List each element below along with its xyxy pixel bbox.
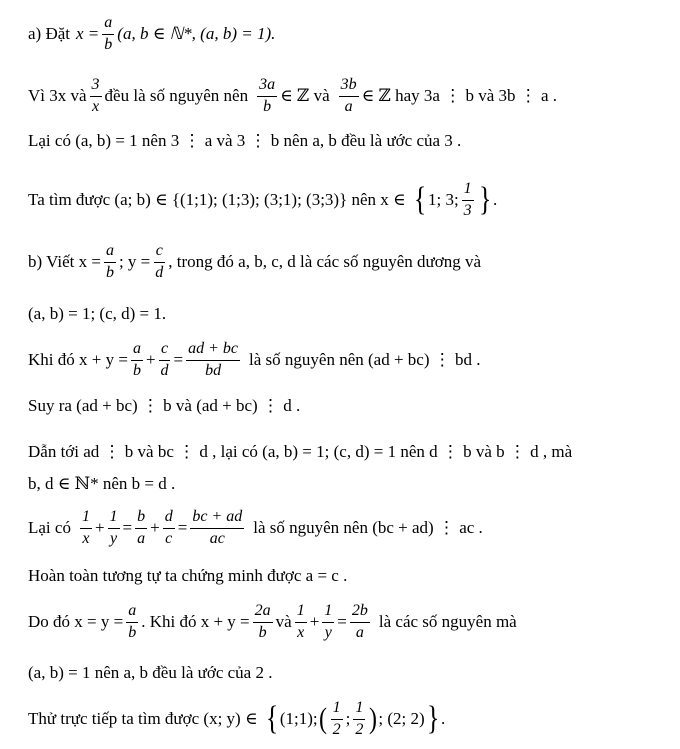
text: a) Đặt bbox=[28, 24, 71, 43]
fraction: $\frac{a}{b}$ bbox=[104, 13, 113, 53]
text: . bbox=[441, 709, 446, 728]
text: là số nguyên nên (bc + ad) ⋮ ac . bbox=[253, 518, 483, 537]
text: + bbox=[145, 350, 156, 369]
fraction: $\frac{3a}{b}$ bbox=[259, 75, 276, 115]
fraction: $\frac{bc + ad}{ac}$ bbox=[192, 507, 243, 547]
fraction: $\frac{c}{d}$ bbox=[155, 241, 164, 281]
fraction: $\frac{3}{x}$ bbox=[91, 75, 100, 115]
fraction: $\frac{b}{a}$ bbox=[137, 507, 146, 547]
text: b) Viết x = bbox=[28, 252, 101, 271]
text: ; (2; 2) bbox=[378, 709, 425, 728]
line-13 bbox=[28, 596, 517, 648]
fraction: $\frac{ad + bc}{bd}$ bbox=[188, 339, 239, 379]
fraction: $\frac{1}{x}$ bbox=[296, 601, 305, 641]
text: Lại có (a, b) = 1 nên 3 ⋮ a và 3 ⋮ b nên a, b đều là ước của 3 . bbox=[28, 131, 462, 150]
text: (a, b) = 1 nên a, b đều là ước của 2 . bbox=[28, 663, 273, 682]
line-3 bbox=[28, 115, 461, 167]
text: = bbox=[177, 518, 188, 537]
text: Hoàn toàn tương tự ta chứng minh được a = c . bbox=[28, 566, 348, 585]
line-11 bbox=[28, 502, 483, 554]
text: (1;1); bbox=[279, 709, 318, 728]
fraction: $\frac{1}{y}$ bbox=[109, 507, 118, 547]
fraction: $\frac{1}{x}$ bbox=[81, 507, 90, 547]
fraction: $\frac{1}{2}$ bbox=[355, 698, 364, 738]
text: Dẫn tới ad ⋮ b và bc ⋮ d , lại có (a, b) = 1; (c, d) = 1 nên d ⋮ b và b ⋮ d , mà bbox=[28, 442, 573, 461]
text: Ta tìm được (a; b) ∈ {(1;1); (1;3); (3;1); (3;3)} nên x ∈ bbox=[28, 190, 406, 209]
fraction: $\frac{d}{c}$ bbox=[164, 507, 173, 547]
text: , trong đó a, b, c, d là các số nguyên dương và bbox=[168, 252, 482, 271]
fraction: $\frac{a}{b}$ bbox=[132, 339, 141, 379]
text: và bbox=[275, 612, 292, 631]
fraction: $\frac{2a}{b}$ bbox=[254, 601, 271, 641]
text: Lại có bbox=[28, 518, 71, 537]
line-14 bbox=[28, 647, 272, 699]
fraction: $\frac{3b}{a}$ bbox=[340, 75, 357, 115]
text: = bbox=[173, 350, 184, 369]
line-15: Thử trực tiếp ta tìm được (x; y) ∈ { (1;1); ( $\frac{1}{2}$ ; $\frac{1}{2}$ ) ; (2; 2) } . bbox=[28, 698, 446, 738]
text: b, d ∈ ℕ* nên b = d . bbox=[28, 474, 176, 493]
text: là các số nguyên mà bbox=[378, 612, 517, 631]
text: Suy ra (ad + bc) ⋮ b và (ad + bc) ⋮ d . bbox=[28, 396, 301, 415]
text: = bbox=[122, 518, 133, 537]
text: đều là số nguyên nên bbox=[104, 86, 249, 105]
text: Thử trực tiếp ta tìm được (x; y) ∈ bbox=[28, 709, 258, 728]
text: ; y = bbox=[118, 252, 151, 271]
text: + bbox=[94, 518, 105, 537]
text: . Khi đó x + y = bbox=[141, 612, 250, 631]
text: Khi đó x + y = bbox=[28, 350, 128, 369]
text: Vì 3x và bbox=[28, 86, 87, 105]
text: 1; 3; bbox=[427, 190, 459, 209]
fraction: $\frac{2b}{a}$ bbox=[351, 601, 368, 641]
fraction: $\frac{a}{b}$ bbox=[128, 601, 137, 641]
line-8 bbox=[28, 380, 300, 432]
fraction: $\frac{c}{d}$ bbox=[160, 339, 169, 379]
math-expr: x = bbox=[76, 24, 100, 43]
text: ; bbox=[345, 709, 351, 728]
line-6 bbox=[28, 288, 166, 340]
text: ∈ ℤ hay 3a ⋮ b và 3b ⋮ a . bbox=[361, 86, 558, 105]
fraction: $\frac{1}{2}$ bbox=[332, 698, 341, 738]
text: ∈ ℤ và bbox=[280, 86, 330, 105]
text: (a, b) = 1; (c, d) = 1. bbox=[28, 304, 167, 323]
math-expr: (a, b ∈ ℕ*, (a, b) = 1). bbox=[117, 24, 276, 43]
line-7 bbox=[28, 334, 481, 386]
text: + bbox=[150, 518, 160, 537]
line-4: Ta tìm được (a; b) ∈ {(1;1); (1;3); (3;1); (3;3)} nên x ∈ { 1; 3; $\frac{1}{3}$ } . bbox=[28, 179, 498, 219]
line-5 bbox=[28, 236, 481, 288]
line-1 bbox=[28, 8, 275, 60]
fraction: $\frac{1}{3}$ bbox=[463, 179, 472, 219]
text: + bbox=[309, 612, 320, 631]
fraction: $\frac{a}{b}$ bbox=[105, 241, 114, 281]
line-12 bbox=[28, 550, 347, 602]
text: là số nguyên nên (ad + bc) ⋮ bd . bbox=[249, 350, 481, 369]
text: Do đó x = y = bbox=[28, 612, 124, 631]
fraction: $\frac{1}{y}$ bbox=[324, 601, 333, 641]
text: . bbox=[493, 190, 498, 209]
text: = bbox=[337, 612, 347, 631]
